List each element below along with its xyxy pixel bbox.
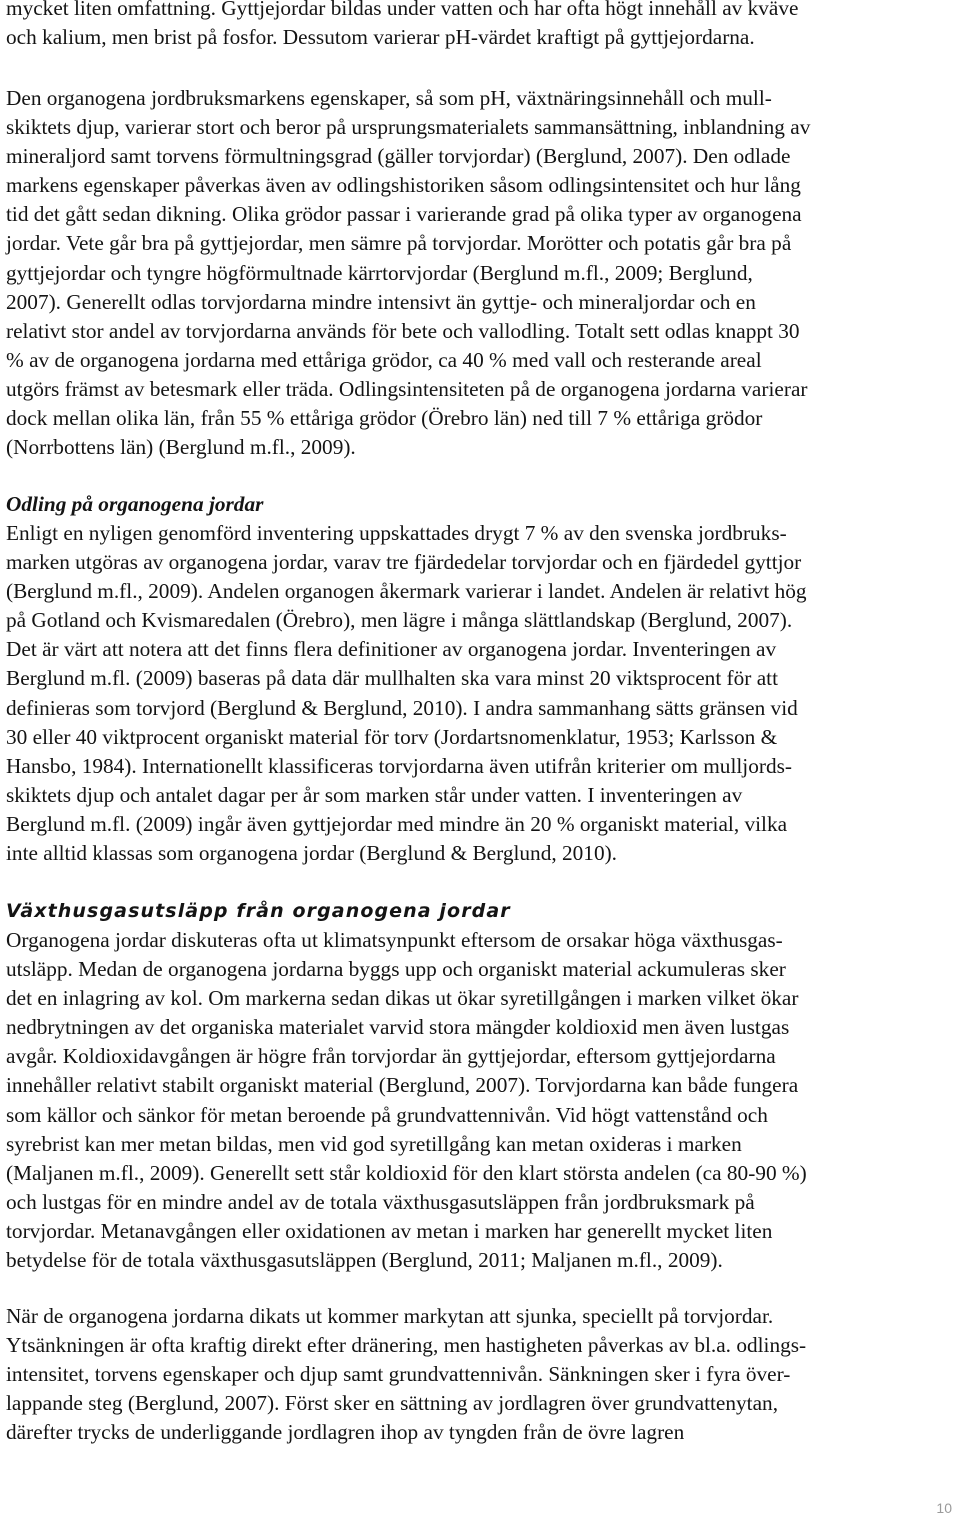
text-line: inte alltid klassas som organogena jordar (Berglund & Berglund, 2010). bbox=[6, 841, 618, 866]
page-number: 10 bbox=[936, 1500, 952, 1516]
paragraph-soil-properties bbox=[6, 84, 810, 462]
text-line: mineraljord samt torvens förmultningsgrad (gäller torvjordar) (Berglund, 2007). Den odlade bbox=[6, 144, 791, 169]
text-line: 2007). Generellt odlas torvjordarna mindre intensivt än gyttje- och mineraljordar och en bbox=[6, 289, 756, 314]
text-line: det en inlagring av kol. Om markerna sedan dikas ut ökar syretillgången i marken vilket ökar bbox=[6, 986, 799, 1011]
text-line: % av de organogena jordarna med ettåriga grödor, ca 40 % med vall och resterande areal bbox=[6, 347, 762, 372]
text-line: och kalium, men brist på fosfor. Dessutom varierar pH-värdet kraftigt på gyttjejordarna. bbox=[6, 25, 755, 50]
text-line: Det är värt att notera att det finns flera definitioner av organogena jordar. Inventeringen av bbox=[6, 637, 777, 662]
text-line: Berglund m.fl. (2009) baseras på data där mullhalten ska vara minst 20 viktsprocent för att bbox=[6, 666, 779, 691]
text-line: skiktets djup och antalet dagar per år som marken står under vatten. I inventeringen av bbox=[6, 782, 743, 807]
text-line: (Norrbottens län) (Berglund m.fl., 2009). bbox=[6, 435, 356, 460]
text-line: avgår. Koldioxidavgången är högre från torvjordar än gyttjejordar, eftersom gyttjejordarna bbox=[6, 1044, 776, 1069]
section-heading-cultivation: Odling på organogena jordar bbox=[6, 492, 264, 516]
text-line: 30 eller 40 viktprocent organiskt material för torv (Jordartsnomenklatur, 1953; Karlsson & bbox=[6, 724, 778, 749]
text-line: jordar. Vete går bra på gyttjejordar, men sämre på torvjordar. Morötter och potatis går bra på bbox=[6, 231, 792, 256]
text-line: markens egenskaper påverkas även av odlingshistoriken såsom odlingsintensitet och hur lång bbox=[6, 173, 801, 198]
text-line: Den organogena jordbruksmarkens egenskaper, så som pH, växtnäringsinnehåll och mull- bbox=[6, 86, 772, 110]
text-line: Berglund m.fl. (2009) ingår även gyttjejordar med mindre än 20 % organiskt material, vilka bbox=[6, 811, 788, 836]
text-line: intensitet, torvens egenskaper och djup samt grundvattennivån. Sänkningen sker i fyra över- bbox=[6, 1362, 791, 1387]
text-line: därefter trycks de underliggande jordlagren ihop av tyngden från de övre lagren bbox=[6, 1420, 685, 1445]
paragraph-cultivation bbox=[6, 519, 807, 868]
text-line: nedbrytningen av det organiska materialet varvid stora mängder koldioxid men även lustgas bbox=[6, 1015, 790, 1040]
section-heading-greenhouse-gas: Växthusgasutsläpp från organogena jordar bbox=[6, 900, 511, 922]
text-line: utsläpp. Medan de organogena jordarna byggs upp och organiskt material ackumuleras sker bbox=[6, 957, 786, 982]
text-line: innehåller relativt stabilt organiskt material (Berglund, 2007). Torvjordarna kan både fungera bbox=[6, 1073, 799, 1098]
text-line: definieras som torvjord (Berglund & Berglund, 2010). I andra sammanhang sätts gränsen vid bbox=[6, 695, 798, 720]
text-line: (Maljanen m.fl., 2009). Generellt sett står koldioxid för den klart största andelen (ca 80-90 %) bbox=[6, 1160, 807, 1185]
text-line: gyttjejordar och tyngre högförmultnade kärrtorvjordar (Berglund m.fl., 2009; Berglund, bbox=[6, 260, 753, 285]
paragraph-subsidence bbox=[6, 1302, 806, 1447]
paragraph-greenhouse-gas bbox=[6, 926, 807, 1275]
text-line: Ytsänkningen är ofta kraftig direkt efter dränering, men hastigheten påverkas av bl.a. odlings- bbox=[6, 1333, 807, 1358]
text-line: på Gotland och Kvismaredalen (Örebro), men lägre i många slättlandskap (Berglund, 2007). bbox=[6, 608, 793, 633]
text-line: (Berglund m.fl., 2009). Andelen organogen åkermark varierar i landet. Andelen är relativt hög bbox=[6, 579, 807, 604]
paragraph-intro-continuation bbox=[6, 0, 798, 52]
text-line: som källor och sänkor för metan beroende på grundvattennivån. Vid högt vattenstånd och bbox=[6, 1102, 768, 1127]
text-line: När de organogena jordarna dikats ut kommer markytan att sjunka, speciellt på torvjordar. bbox=[6, 1304, 774, 1328]
text-line: tid det gått sedan dikning. Olika grödor passar i varierande grad på olika typer av organogena bbox=[6, 202, 802, 227]
text-line: utgörs främst av betesmark eller träda. Odlingsintensiteten på de organogena jordarna varierar bbox=[6, 376, 808, 401]
text-line: mycket liten omfattning. Gyttjejordar bildas under vatten och har ofta högt innehåll av kväve bbox=[6, 0, 799, 20]
text-line: marken utgöras av organogena jordar, varav tre fjärdedelar torvjordar och en fjärdedel gyttjor bbox=[6, 550, 802, 575]
text-line: relativt stor andel av torvjordarna används för bete och vallodling. Totalt sett odlas knappt 30 bbox=[6, 318, 800, 343]
text-line: dock mellan olika län, från 55 % ettåriga grödor (Örebro län) ned till 7 % ettåriga grödor bbox=[6, 406, 763, 431]
text-line: torvjordar. Metanavgången eller oxidationen av metan i marken har generellt mycket liten bbox=[6, 1218, 773, 1243]
text-line: lappande steg (Berglund, 2007). Först sker en sättning av jordlagren över grundvattenytan, bbox=[6, 1391, 779, 1416]
text-line: skiktets djup, varierar stort och beror på ursprungsmaterialets sammansättning, inblandning av bbox=[6, 115, 811, 140]
text-line: Hansbo, 1984). Internationellt klassificeras torvjordarna även utifrån kriterier om mulljords- bbox=[6, 753, 792, 778]
text-line: och lustgas för en mindre andel av de totala växthusgasutsläppen från jordbruksmark på bbox=[6, 1189, 755, 1214]
text-line: betydelse för de totala växthusgasutsläppen (Berglund, 2011; Maljanen m.fl., 2009). bbox=[6, 1248, 723, 1273]
text-line: Organogena jordar diskuteras ofta ut klimatsynpunkt eftersom de orsakar höga växthusgas- bbox=[6, 928, 783, 952]
text-line: syrebrist kan mer metan bildas, men vid god syretillgång kan metan oxideras i marken bbox=[6, 1131, 742, 1156]
text-line: Enligt en nyligen genomförd inventering uppskattades drygt 7 % av den svenska jordbruks- bbox=[6, 521, 787, 545]
